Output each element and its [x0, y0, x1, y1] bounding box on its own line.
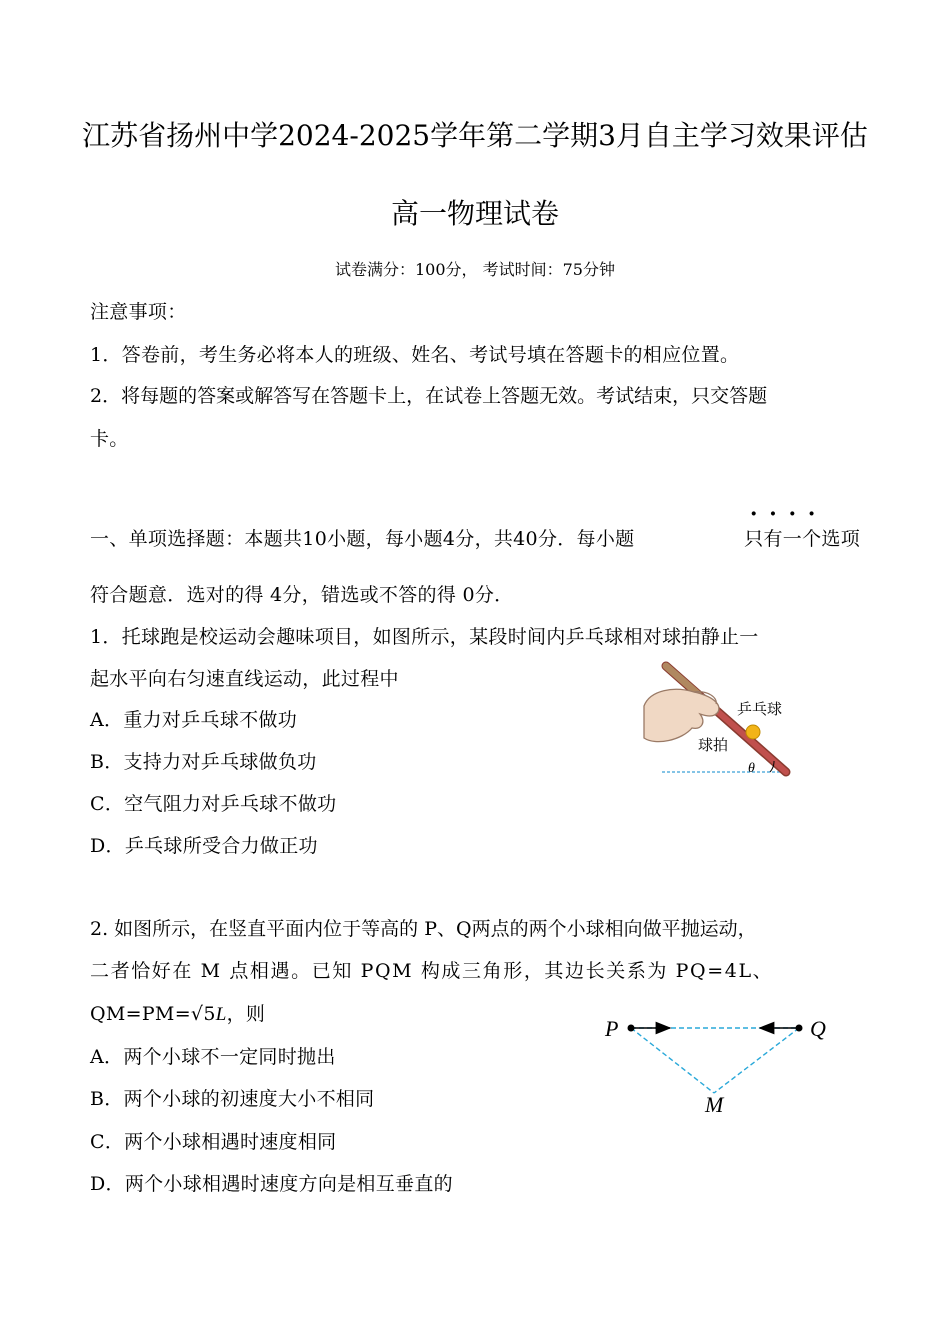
q2-option-a: A．两个小球不一定同时抛出 [90, 1046, 336, 1068]
q1-option-c: C．空气阻力对乒乓球不做功 [90, 793, 337, 815]
pm-dashed-line [631, 1028, 714, 1093]
emph-char: · 个 [802, 524, 821, 551]
emph-char: · 有 [763, 524, 782, 551]
q2-option-b: B．两个小球的初速度大小不相同 [90, 1088, 375, 1110]
exam-title-line1: 江苏省扬州中学2024-2025学年第二学期3月自主学习效果评估 [82, 119, 868, 152]
q2-stem-line2-text: 二者恰好在 M 点相遇。已知 PQM 构成三角形，其边长关系为 PQ=4L、 [90, 960, 774, 982]
angle-label: θ [748, 761, 755, 776]
q2-stem-line2 [90, 956, 860, 983]
qm-dashed-line [714, 1028, 799, 1093]
ping-pong-ball [746, 725, 760, 739]
q2-radical: √5 [190, 1003, 216, 1025]
q2-stem-line1 [90, 914, 860, 941]
q2-radical-var: L [215, 1004, 227, 1025]
section1-intro-before: 一、单项选择题：本题共10小题，每小题4分，共40分．每小题 [90, 528, 635, 550]
notice-item-2-line1 [90, 381, 860, 408]
ball-label: 乒乓球 [737, 700, 783, 718]
emph-char: · 只 [744, 524, 763, 551]
q2-stem-line1-text: 2. 如图所示，在竖直平面内位于等高的 P、Q两点的两个小球相向做平抛运动， [90, 918, 757, 940]
q2-option-c: C．两个小球相遇时速度相同 [90, 1131, 337, 1153]
q1-stem-line1: 1．托球跑是校运动会趣味项目，如图所示，某段时间内乒乓球相对球拍静止一 [90, 626, 759, 648]
notice-heading: 注意事项： [90, 301, 187, 323]
exam-title-line2: 高一物理试卷 [390, 197, 559, 230]
exam-meta: 试卷满分：100分， 考试时间：75分钟 [335, 260, 615, 279]
point-p [628, 1025, 635, 1032]
q1-option-d: D．乒乓球所受合力做正功 [90, 835, 318, 857]
q1-option-a: A．重力对乒乓球不做功 [90, 709, 298, 731]
paddle-label: 球拍 [698, 736, 729, 754]
q2-figure [600, 1010, 840, 1120]
notice-item-2-text: 2．将每题的答案或解答写在答题卡上，在试卷上答题无效。考试结束，只交答题 [90, 385, 768, 407]
hand [644, 689, 719, 741]
label-q: Q [810, 1016, 826, 1041]
q1-option-b: B．支持力对乒乓球做负功 [90, 751, 317, 773]
point-q [796, 1025, 803, 1032]
q2-stem-line3 [90, 999, 265, 1026]
section1-intro [90, 524, 860, 551]
section1-line2: 符合题意．选对的得 4分，错选或不答的得 0分． [90, 584, 514, 606]
section1-emphasis [744, 524, 860, 551]
section1-intro-after: 选项 [821, 528, 860, 550]
notice-item-2-line2: 卡。 [90, 428, 129, 450]
q1-stem-line2: 起水平向右匀速直线运动，此过程中 [90, 668, 399, 690]
emph-char: · 一 [783, 524, 802, 551]
q2-option-d: D．两个小球相遇时速度方向是相互垂直的 [90, 1173, 453, 1195]
label-p: P [605, 1016, 619, 1041]
q1-figure [636, 660, 796, 780]
q2-stem-prefix: QM=PM= [90, 1003, 191, 1025]
label-m: M [705, 1092, 724, 1117]
q2-stem-suffix: ，则 [226, 1003, 266, 1025]
notice-item-1: 1．答卷前，考生务必将本人的班级、姓名、考试号填在答题卡的相应位置。 [90, 344, 740, 366]
